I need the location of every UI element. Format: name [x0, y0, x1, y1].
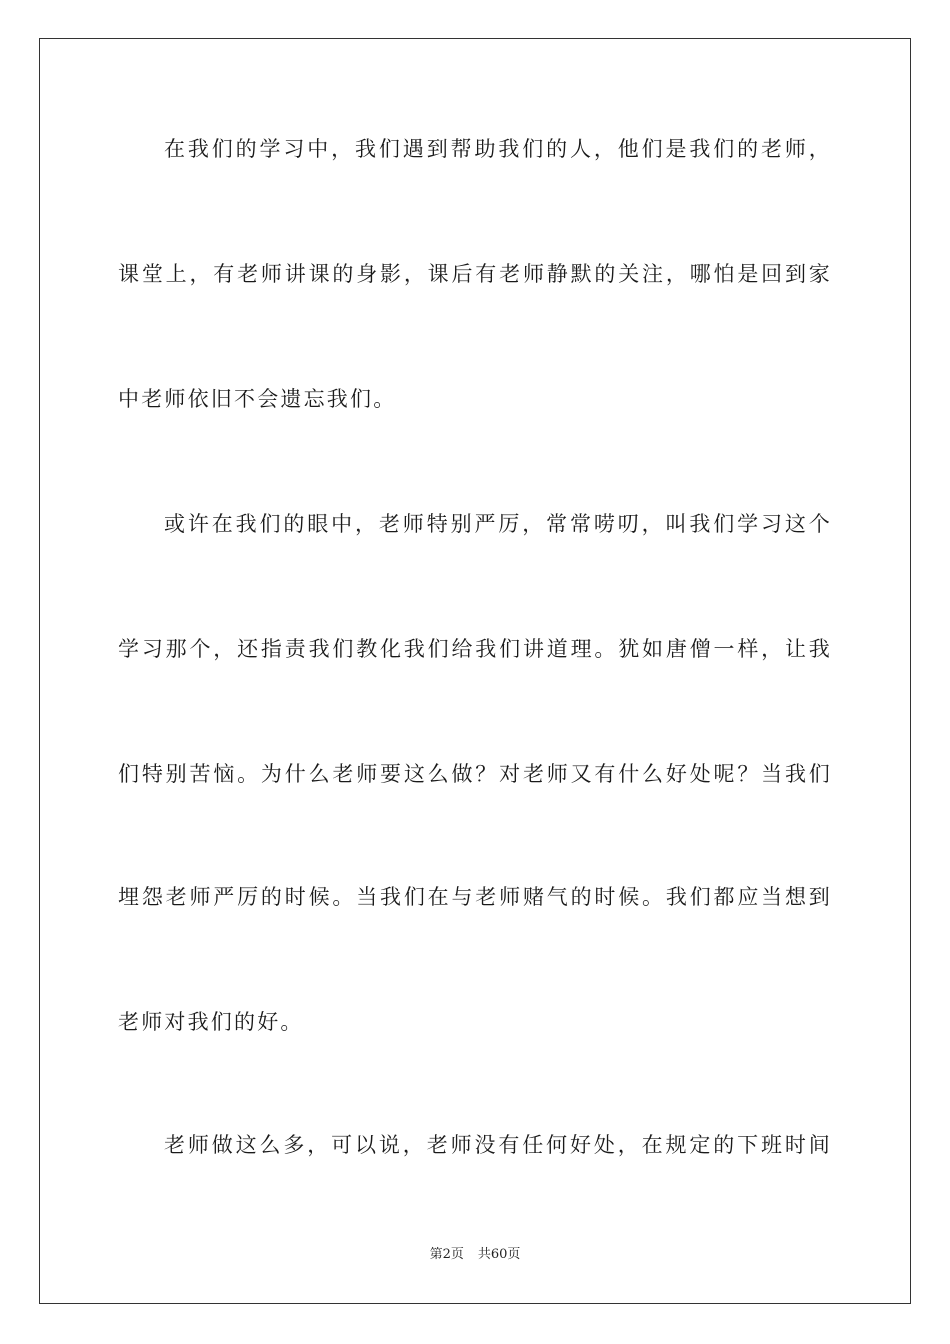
- paragraph-1-line-1: 在我们的学习中，我们遇到帮助我们的人，他们是我们的老师，: [164, 137, 832, 161]
- paragraph-2-line-2: 学习那个，还指责我们教化我们给我们讲道理。犹如唐僧一样，让我: [118, 637, 832, 661]
- page-number-total: 共60页: [477, 1247, 521, 1262]
- page-number-current: 第2页: [429, 1247, 464, 1262]
- paragraph-2-line-4: 埋怨老师严厉的时候。当我们在与老师赌气的时候。我们都应当想到: [118, 885, 832, 909]
- paragraph-2-line-3: 们特别苦恼。为什么老师要这么做？对老师又有什么好处呢？当我们: [118, 762, 832, 786]
- paragraph-2-line-1: 或许在我们的眼中，老师特别严厉，常常唠叨，叫我们学习这个: [164, 512, 832, 536]
- paragraph-2-line-5: 老师对我们的好。: [118, 1010, 304, 1034]
- page-footer: [0, 1246, 950, 1264]
- paragraph-1-line-2: 课堂上，有老师讲课的身影，课后有老师静默的关注，哪怕是回到家: [118, 262, 832, 286]
- page-frame: [39, 38, 911, 1304]
- paragraph-3-line-1: 老师做这么多，可以说，老师没有任何好处，在规定的下班时间: [164, 1133, 832, 1157]
- paragraph-1-line-3: 中老师依旧不会遗忘我们。: [118, 387, 397, 411]
